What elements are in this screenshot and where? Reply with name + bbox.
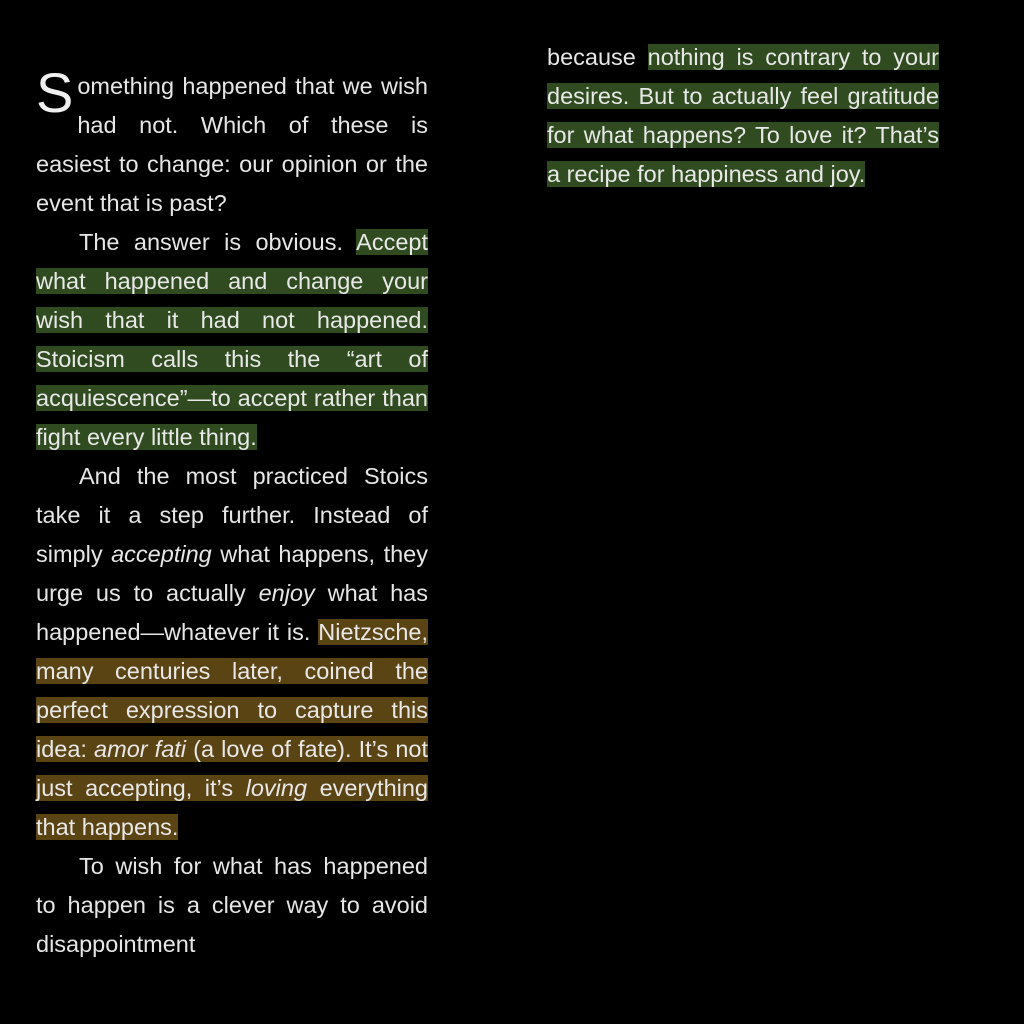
- paragraph-text: And the most practiced Stoics take it a step further. Instead of simply: [36, 463, 428, 567]
- paragraph-text: The answer is obvious.: [79, 229, 357, 255]
- paragraph-1: [36, 61, 428, 223]
- emphasis-text: loving: [245, 775, 308, 801]
- paragraph-4: [36, 847, 428, 964]
- paragraph-text: what has happened—whatever it is.: [36, 580, 428, 645]
- highlight-text: Nietzsche, many centuries later, coined the perfect expression to capture this idea:: [36, 619, 428, 762]
- highlight-text: everything that happens.: [36, 775, 428, 840]
- highlight-text: (a love of fate). It’s not just accepting, it’s: [36, 736, 428, 801]
- emphasis-text: accepting: [111, 541, 212, 567]
- reader-page-left-column: [36, 61, 429, 964]
- paragraph-text: what happens, they urge us to actually: [36, 541, 429, 606]
- paragraph-5: [547, 38, 939, 194]
- paragraph-3: [36, 457, 428, 847]
- highlight-gold[interactable]: [36, 619, 428, 840]
- paragraph-text: To wish for what has happened to happen is a clever way to avoid disappointment: [36, 853, 428, 957]
- highlight-green[interactable]: nothing is contrary to your desires. But to actually feel gratitude for what happens? To love it? That’s a recipe for happiness and joy.: [547, 44, 939, 187]
- emphasis-text: amor fati: [94, 736, 187, 762]
- reader-page-right-column: [547, 38, 939, 194]
- paragraph-text: omething happened that we wish had not. Which of these is easiest to change: our opinion or the event that is past?: [36, 73, 428, 216]
- highlight-green[interactable]: Accept what happened and change your wish that it had not happened. Stoicism calls this the “art of acquiescence”—to accept rather than fight every little thing.: [36, 229, 428, 450]
- emphasis-text: enjoy: [258, 580, 315, 606]
- drop-cap: S: [36, 61, 74, 124]
- paragraph-text: because: [547, 44, 648, 70]
- paragraph-2: [36, 223, 428, 457]
